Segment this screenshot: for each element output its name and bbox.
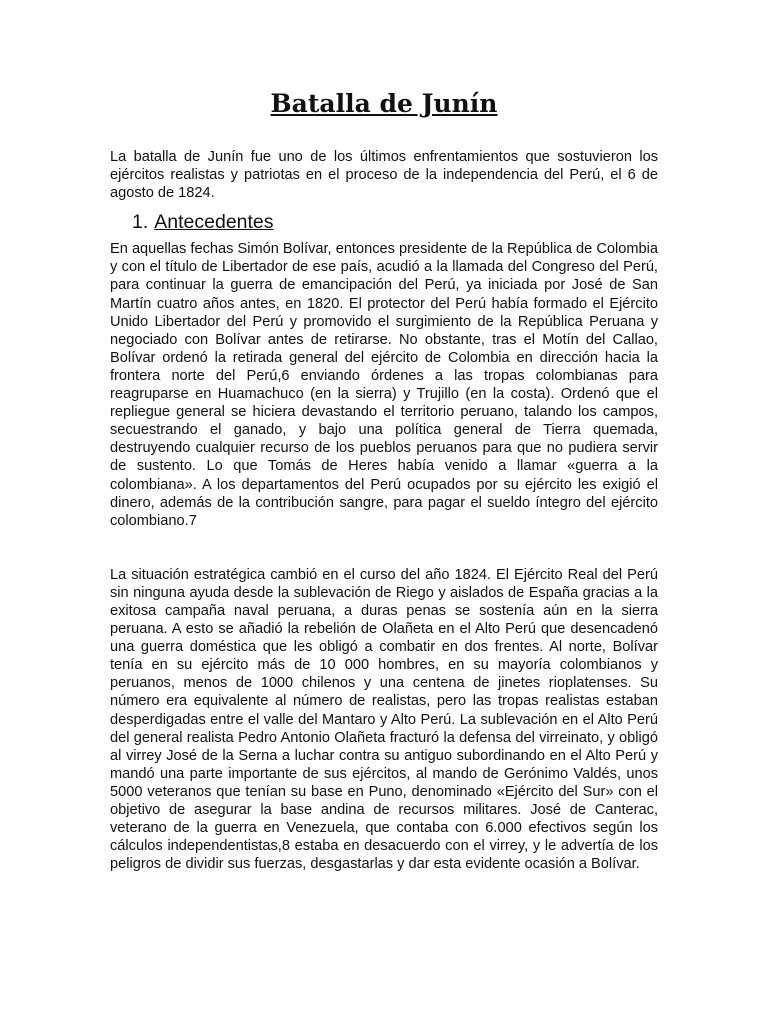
body-paragraph-1: En aquellas fechas Simón Bolívar, entonces presidente de la República de Colombia y con el título de Libertador de ese país, acudió a la llamada del Congreso del Perú, para continuar la guerra de emancipación del Perú, ya iniciada por José de San Martín cuatro años antes, en 1820. El protector del Perú había formado el Ejército Unido Libertador del Perú y promovido el surgimiento de la República Peruana y negociado con Bolívar antes de retirarse. No obstante, tras el Motín del Callao, Bolívar ordenó la retirada general del ejército de Colombia en dirección hacia la frontera norte del Perú,6 enviando órdenes a las tropas colombianas para reagruparse en Huamachuco (en la sierra) y Trujillo (en la costa). Ordenó que el repliegue general se hiciera devastando el territorio peruano, talando los campos, secuestrando el ganado, y bajo una política general de Tierra quemada, destruyendo cualquier recurso de los pueblos peruanos para que no pudiera servir de sustento. Lo que Tomás de Heres había venido a llamar «guerra a la colombiana». A los departamentos del Perú ocupados por su ejército les exigió el dinero, además de la contribución sangre, para pagar el sueldo íntegro del ejército colombiano.7 (110, 241, 658, 529)
intro-paragraph: La batalla de Junín fue uno de los últimos enfrentamientos que sostuvieron los ejércitos realistas y patriotas en el proceso de la independencia del Perú, el 6 de agosto de 1824. (110, 149, 658, 202)
paragraph-spacer (110, 530, 658, 566)
body-paragraph-2: La situación estratégica cambió en el curso del año 1824. El Ejército Real del Perú sin ninguna ayuda desde la sublevación de Riego y aislados de España gracias a la exitosa campaña naval peruana, a duras penas se sostenía aún en la sierra peruana. A esto se añadió la rebelión de Olañeta en el Alto Perú que desencadenó una guerra doméstica que les obligó a combatir en dos frentes. Al norte, Bolívar tenía en su ejército más de 10 000 hombres, en su mayoría colombianos y peruanos, menos de 1000 chilenos y una centena de jinetes rioplatenses. Su número era equivalente al número de realistas, pero las tropas realistas estaban desperdigadas entre el valle del Mantaro y Alto Perú. La sublevación en el Alto Perú del general realista Pedro Antonio Olañeta fracturó la defensa del virreinato, y obligó al virrey José de la Serna a luchar contra su antiguo subordinando en el Alto Perú y mandó una parte importante de sus ejércitos, al mando de Gerónimo Valdés, unos 5000 veteranos que tenían su base en Puno, denominado «Ejército del Sur» con el objetivo de asegurar la base andina de recursos militares. José de Canterac, veterano de la guerra en Venezuela, que contaba con 6.000 efectivos según los cálculos independentistas,8 estaba en desacuerdo con el virrey, y le advertía de los peligros de dividir sus fuerzas, desgastarlas y dar esta evidente ocasión a Bolívar. (110, 566, 658, 873)
document-title: Batalla de Junín (270, 89, 498, 118)
section-heading-label: Antecedentes (154, 211, 274, 234)
section-number: 1. (132, 211, 149, 234)
document-page (110, 80, 658, 873)
section-heading (132, 210, 658, 234)
